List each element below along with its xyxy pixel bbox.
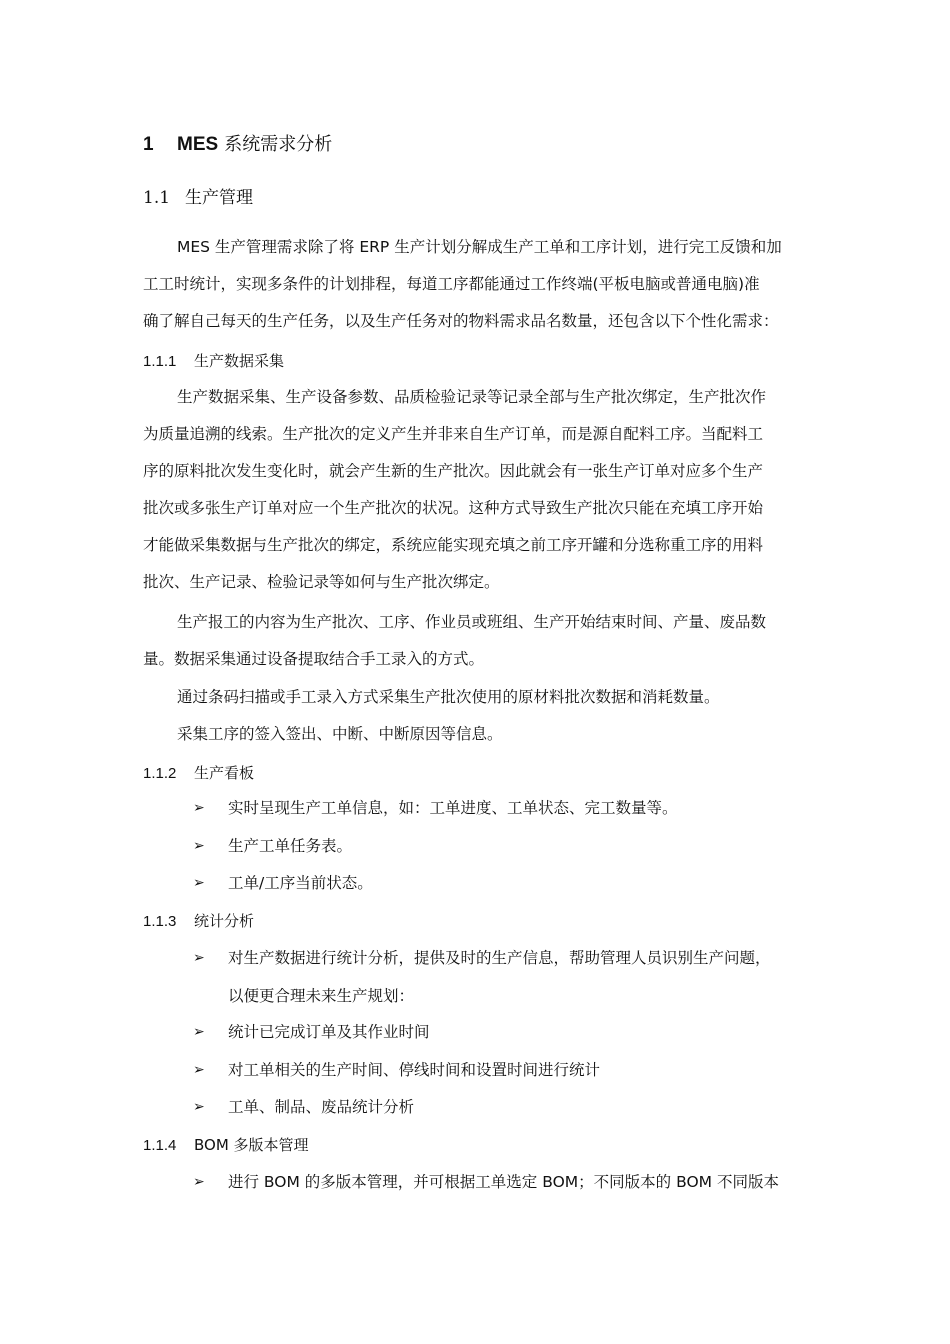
list-item [0,1170,950,1194]
bullet-arrow-icon: ➢ [193,1024,205,1040]
section-title: BOM 多版本管理 [194,1136,309,1154]
section-title: 统计分析 [194,912,255,930]
list-item-text: 工单、制品、废品统计分析 [228,1098,415,1116]
section-number: 1.1.4 [143,1137,177,1154]
list-item-continuation [0,984,950,1008]
list-item-text: 进行 BOM 的多版本管理，并可根据工单选定 BOM；不同版本的 BOM 不同版本 [228,1173,779,1191]
bullet-arrow-icon: ➢ [193,875,205,891]
data-collection-paragraph-4 [143,716,808,753]
section-number: 1.1.3 [143,913,177,930]
heading-2 [143,184,253,212]
data-collection-paragraph-3 [143,679,808,716]
bullet-arrow-icon: ➢ [193,950,205,966]
list-item [0,946,950,970]
paragraph-line: 量。数据采集通过设备提取结合手工录入的方式。 [143,650,485,668]
heading-2-number: 1.1 [143,188,171,208]
section-heading-1-1-3 [143,909,254,934]
list-item-text: 统计已完成订单及其作业时间 [228,1023,430,1041]
heading-1-number: 1 [143,134,154,155]
bullet-arrow-icon: ➢ [193,838,205,854]
list-item [0,871,950,895]
data-collection-paragraph-2 [143,604,808,678]
list-item-text: 对生产数据进行统计分析，提供及时的生产信息，帮助管理人员识别生产问题， [228,949,771,967]
section-title: 生产看板 [194,764,255,782]
paragraph-line: MES 生产管理需求除了将 ERP 生产计划分解成生产工单和工序计划，进行完工反馈和加 [177,238,782,256]
paragraph-line: 序的原料批次发生变化时，就会产生新的生产批次。因此就会有一张生产订单对应多个生产 [143,462,764,480]
list-item [0,796,950,820]
list-item-text: 对工单相关的生产时间、停线时间和设置时间进行统计 [228,1061,601,1079]
list-item-text: 以便更合理未来生产规划： [228,987,415,1005]
paragraph-line: 批次、生产记录、检验记录等如何与生产批次绑定。 [143,573,500,591]
heading-2-text: 生产管理 [185,188,253,208]
paragraph-line: 生产报工的内容为生产批次、工序、作业员或班组、生产开始结束时间、产量、废品数 [177,613,767,631]
section-number: 1.1.1 [143,353,177,370]
bullet-arrow-icon: ➢ [193,800,205,816]
paragraph-line: 工工时统计，实现多条件的计划排程，每道工序都能通过工作终端(平板电脑或普通电脑)准 [143,275,760,293]
list-item [0,1058,950,1082]
list-item [0,1020,950,1044]
paragraph-line: 为质量追溯的线索。生产批次的定义产生并非来自生产订单，而是源自配料工序。当配料工 [143,425,764,443]
list-item-text: 实时呈现生产工单信息，如：工单进度、工单状态、完工数量等。 [228,799,678,817]
heading-1-tag: MES [177,134,219,155]
section-heading-1-1-4 [143,1133,309,1158]
section-number: 1.1.2 [143,765,177,782]
paragraph-line: 生产数据采集、生产设备参数、品质检验记录等记录全部与生产批次绑定，生产批次作 [177,388,767,406]
heading-1 [143,130,332,159]
intro-paragraph [143,229,808,340]
section-title: 生产数据采集 [194,352,285,370]
data-collection-paragraph-1 [143,379,808,601]
list-item [0,1095,950,1119]
heading-1-text: 系统需求分析 [224,134,333,155]
paragraph-line: 批次或多张生产订单对应一个生产批次的状况。这种方式导致生产批次只能在充填工序开始 [143,499,764,517]
list-item-text: 工单/工序当前状态。 [228,874,373,892]
paragraph-line: 确了解自己每天的生产任务，以及生产任务对的物料需求品名数量，还包含以下个性化需求： [143,312,779,330]
section-heading-1-1-2 [143,761,254,786]
bullet-arrow-icon: ➢ [193,1062,205,1078]
section-heading-1-1-1 [143,349,284,374]
list-item [0,834,950,858]
paragraph-line: 通过条码扫描或手工录入方式采集生产批次使用的原材料批次数据和消耗数量。 [177,688,720,706]
paragraph-line: 采集工序的签入签出、中断、中断原因等信息。 [177,725,503,743]
paragraph-line: 才能做采集数据与生产批次的绑定，系统应能实现充填之前工序开罐和分选称重工序的用料 [143,536,764,554]
bullet-arrow-icon: ➢ [193,1174,205,1190]
list-item-text: 生产工单任务表。 [228,837,353,855]
bullet-arrow-icon: ➢ [193,1099,205,1115]
